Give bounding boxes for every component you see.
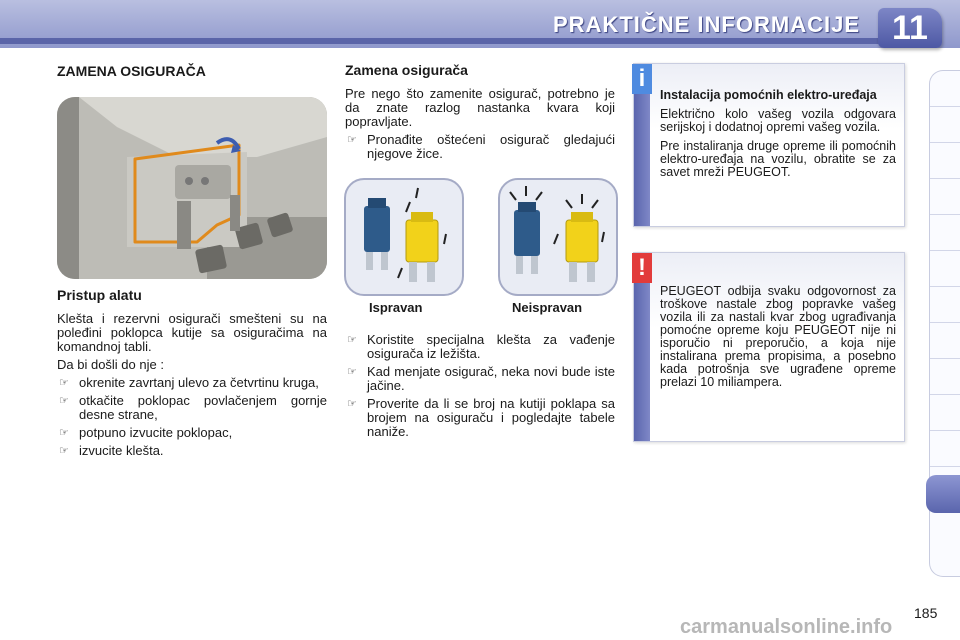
page-title: PRAKTIČNE INFORMACIJE <box>552 12 860 37</box>
list-item: ☞ Pronađite oštećeni osigurač gledajući njegove žice. <box>347 132 615 161</box>
middle-column-top <box>345 63 615 165</box>
side-tab-active[interactable] <box>926 475 960 513</box>
dashboard-photo <box>57 97 327 279</box>
fuse-good-label: Ispravan <box>369 300 423 315</box>
info-note-text <box>660 89 896 185</box>
section-title: ZAMENA OSIGURAČA <box>57 63 206 79</box>
list-item: ☞ izvucite klešta. <box>59 443 164 458</box>
list-item: ☞ Koristite specijalna klešta za vađenje osigurača iz ležišta. <box>347 332 615 361</box>
pointer-icon: ☞ <box>347 134 357 146</box>
list-item: ☞ otkačite poklopac povlačenjem gornje desne strane, <box>59 393 327 422</box>
access-heading: Pristup alatu <box>57 287 142 303</box>
info-note-paragraph: Električno kolo vašeg vozila odgovara serijskoj i dodatnoj opremi vašeg vozila. <box>660 107 896 134</box>
list-item: ☞ Kad menjate osigurač, neka novi bude iste jačine. <box>347 364 615 393</box>
pointer-icon: ☞ <box>347 398 357 410</box>
side-tab[interactable] <box>930 179 960 215</box>
middle-column-bottom <box>345 333 615 443</box>
access-lead: Da bi došli do nje : <box>57 357 164 372</box>
side-tab[interactable] <box>930 323 960 359</box>
dashboard-illustration <box>57 97 327 279</box>
info-icon: i <box>632 64 652 94</box>
side-tab[interactable] <box>930 143 960 179</box>
pointer-icon: ☞ <box>59 427 69 439</box>
pointer-icon: ☞ <box>59 445 69 457</box>
fuse-good-illustration <box>344 178 464 296</box>
info-note <box>633 63 905 227</box>
pointer-icon: ☞ <box>347 366 357 378</box>
pointer-icon: ☞ <box>347 334 357 346</box>
warning-note-text <box>660 285 896 395</box>
header-bar <box>0 0 960 48</box>
list-item: ☞ Proverite da li se broj na kutiji poklapa sa brojem na osiguraču i pogledajte tabele naniže. <box>347 396 615 439</box>
list-item: ☞ potpuno izvucite poklopac, <box>59 425 233 440</box>
info-note-paragraph: Pre instaliranja druge opreme ili pomoćnih elektro-uređaja na vozilu, obratite se za savet mreži PEUGEOT. <box>660 139 896 179</box>
warning-note <box>633 252 905 442</box>
side-tab[interactable] <box>930 107 960 143</box>
page-number: 185 <box>914 605 938 621</box>
fuse-bad-icon <box>500 180 616 294</box>
info-note-heading: Instalacija pomoćnih elektro-uređaja <box>660 88 877 102</box>
replace-intro: Pre nego što zamenite osigurač, potrebno je da znate razlog nastanka kvara koji popravljate. <box>345 86 615 129</box>
side-tab[interactable] <box>930 71 960 107</box>
pointer-icon: ☞ <box>59 395 69 407</box>
side-tab[interactable] <box>930 431 960 467</box>
warning-icon: ! <box>632 253 652 283</box>
fuse-bad-illustration <box>498 178 618 296</box>
warning-note-paragraph: PEUGEOT odbija svaku odgovornost za troškove nastale zbog popravke vašeg vozila ili za nastali kvar zbog ugrađivanja pomoćne opreme koju PEUGEOT nije ni isporučio ni preporučio, a koja nije instalirana prema propisima, a posebno kada potrošnja sve ugrađene opreme prelazi 10 miliampera. <box>660 284 896 389</box>
chapter-badge: 11 <box>878 8 942 48</box>
side-tab[interactable] <box>930 215 960 251</box>
watermark: carmanualsonline.info <box>680 616 893 638</box>
pointer-icon: ☞ <box>59 377 69 389</box>
side-tab[interactable] <box>930 359 960 395</box>
left-column <box>57 288 327 462</box>
fuse-good-icon <box>346 180 462 294</box>
access-intro: Klešta i rezervni osigurači smešteni su na poleđini poklopca kutije sa osiguračima na komandnoj tabli. <box>57 311 327 354</box>
side-tab[interactable] <box>930 251 960 287</box>
list-item: ☞ okrenite zavrtanj ulevo za četvrtinu kruga, <box>59 375 319 390</box>
replace-heading: Zamena osigurača <box>345 62 468 78</box>
side-tab[interactable] <box>930 287 960 323</box>
fuse-bad-label: Neispravan <box>512 300 583 315</box>
header-stripe <box>0 38 880 44</box>
side-tab[interactable] <box>930 395 960 431</box>
